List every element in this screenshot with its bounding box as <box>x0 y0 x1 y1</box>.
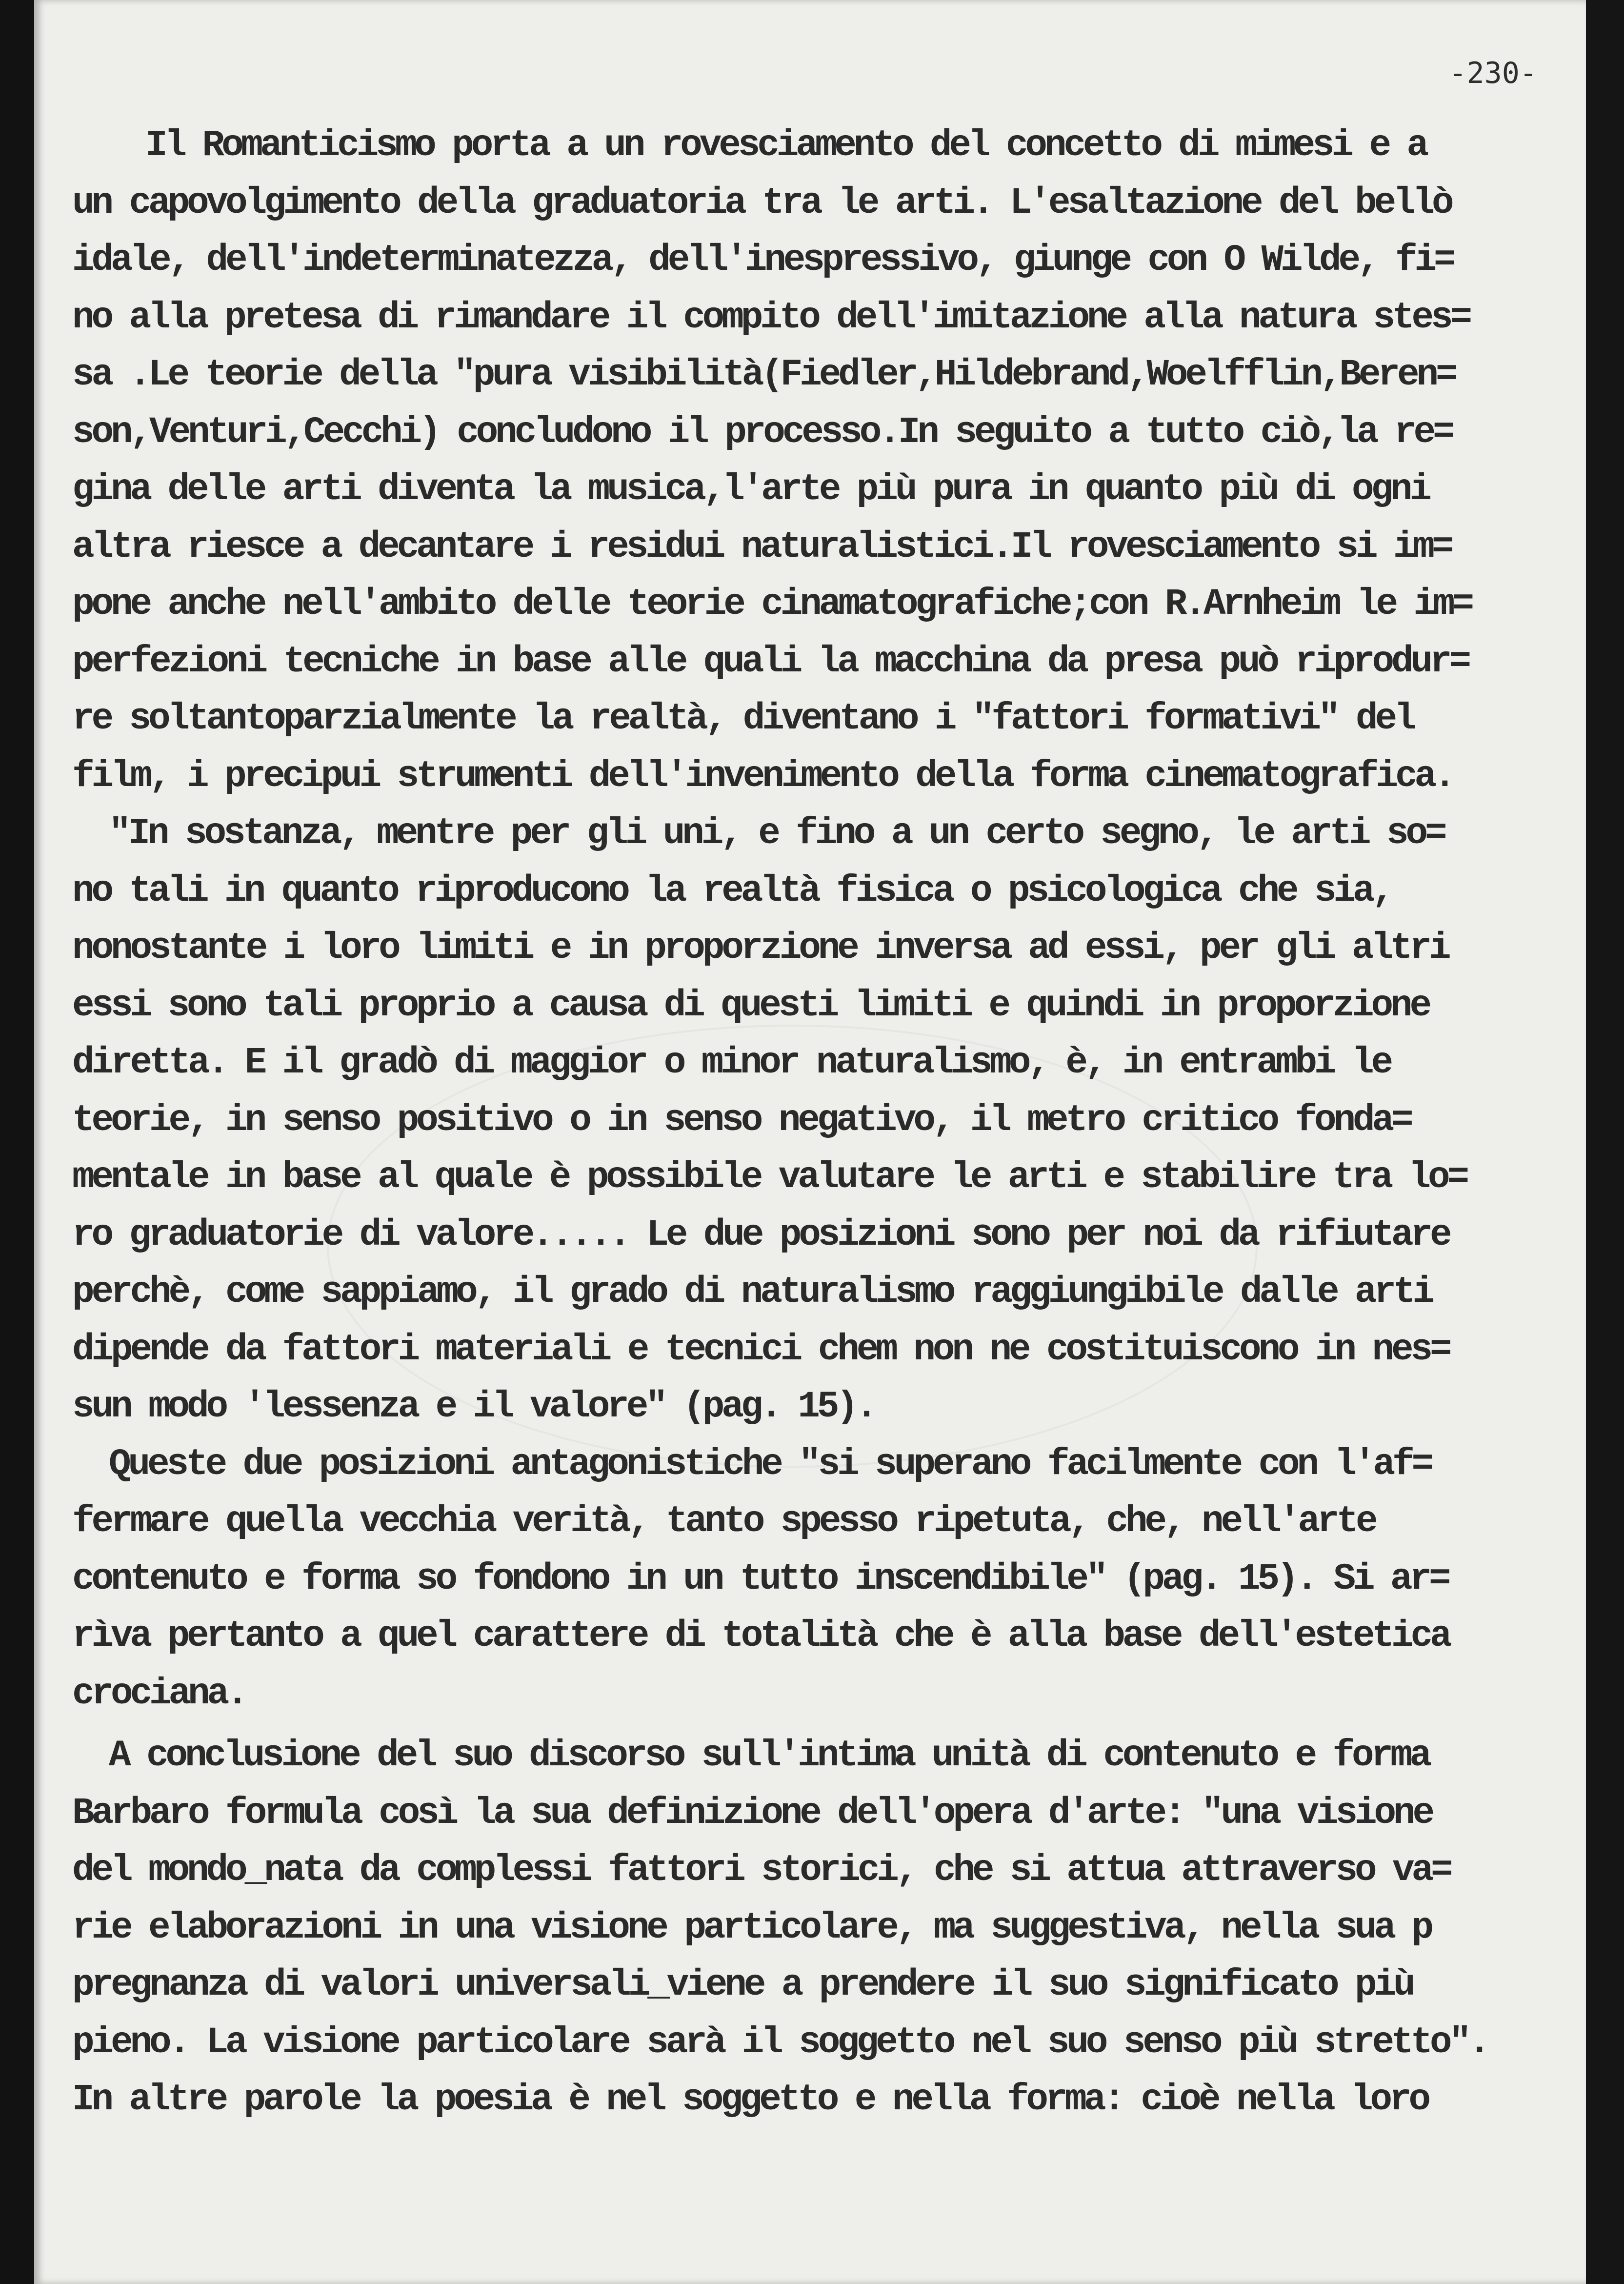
text-line: re soltantoparzialmente la realtà, diventano i "fattori formativi" del <box>72 698 1414 740</box>
text-line: contenuto e forma so fondono in un tutto inscendibile" (pag. 15). Si ar= <box>72 1557 1448 1600</box>
text-line: gina delle arti diventa la musica,l'arte più pura in quanto più di ogni <box>72 468 1429 510</box>
text-line: rìva pertanto a quel carattere di totalità che è alla base dell'estetica <box>72 1615 1449 1657</box>
text-line: perchè, come sappiamo, il grado di naturalismo raggiungibile dalle arti <box>72 1271 1432 1313</box>
text-line: teorie, in senso positivo o in senso negativo, il metro critico fonda= <box>72 1099 1411 1141</box>
typewritten-body <box>72 117 1545 2129</box>
document-page <box>34 0 1586 2284</box>
text-line: mentale in base al quale è possibile valutare le arti e stabilire tra lo= <box>72 1156 1467 1198</box>
text-line: crociana. <box>72 1672 246 1715</box>
text-line: pieno. La visione particolare sarà il soggetto nel suo senso più stretto". <box>72 2021 1488 2063</box>
text-line: no alla pretesa di rimandare il compito dell'imitazione alla natura stes= <box>72 296 1470 339</box>
text-line: pregnanza di valori universali_viene a prendere il suo significato più <box>72 1964 1413 2006</box>
text-line: del mondo_nata da complessi fattori storici, che si attua attraverso va= <box>72 1849 1450 1891</box>
page-number: -230- <box>1449 56 1537 90</box>
text-line: "In sostanza, mentre per gli uni, e fino a un certo segno, le arti so= <box>72 812 1444 854</box>
text-line: son,Venturi,Cecchi) concludono il processo.In seguito a tutto ciò,la re= <box>72 411 1452 453</box>
text-line: essi sono tali proprio a causa di questi limiti e quindi in proporzione <box>72 984 1429 1027</box>
text-line: diretta. E il gradò di maggior o minor naturalismo, è, in entrambi le <box>72 1042 1391 1084</box>
text-line: perfezioni tecniche in base alle quali la macchina da presa può riprodur= <box>72 640 1469 683</box>
scan-left-border <box>0 0 34 2284</box>
text-line: A conclusione del suo discorso sull'intima unità di contenuto e forma <box>72 1735 1429 1777</box>
text-line: Il Romanticismo porta a un rovesciamento del concetto di mimesi e a <box>72 124 1426 166</box>
text-line: nonostante i loro limiti e in proporzione inversa ad essi, per gli altri <box>72 927 1448 969</box>
text-line: rie elaborazioni in una visione particolare, ma suggestiva, nella sua p <box>72 1906 1431 1949</box>
text-line: fermare quella vecchia verità, tanto spesso ripetuta, che, nell'arte <box>72 1500 1375 1542</box>
text-line: In altre parole la poesia è nel soggetto e nella forma: cioè nella loro <box>72 2079 1428 2121</box>
text-line: pone anche nell'ambito delle teorie cinamatografiche;con R.Arnheim le im= <box>72 583 1472 625</box>
text-line: sa .Le teorie della "pura visibilità(Fiedler,Hildebrand,Woelfflin,Beren= <box>72 354 1455 396</box>
text-line: no tali in quanto riproducono la realtà fisica o psicologica che sia, <box>72 869 1392 912</box>
text-line: film, i precipui strumenti dell'invenimento della forma cinematografica. <box>72 755 1453 797</box>
text-line: un capovolgimento della graduatoria tra le arti. L'esaltazione del bellò <box>72 182 1451 224</box>
text-line: Queste due posizioni antagonistiche "si superano facilmente con l'af= <box>72 1443 1431 1485</box>
text-line: altra riesce a decantare i residui naturalistici.Il rovesciamento si im= <box>72 526 1451 568</box>
text-line: sun modo 'lessenza e il valore" (pag. 15). <box>72 1386 875 1428</box>
text-line: Barbaro formula così la sua definizione dell'opera d'arte: "una visione <box>72 1792 1432 1834</box>
paragraph-gap <box>72 1722 1545 1727</box>
text-line: dipende da fattori materiali e tecnici chem non ne costituiscono in nes= <box>72 1328 1449 1371</box>
text-line: ro graduatorie di valore..... Le due posizioni sono per noi da rifiutare <box>72 1213 1449 1256</box>
scan-right-border <box>1586 0 1624 2284</box>
text-line: idale, dell'indeterminatezza, dell'inespressivo, giunge con O Wilde, fi= <box>72 239 1453 281</box>
